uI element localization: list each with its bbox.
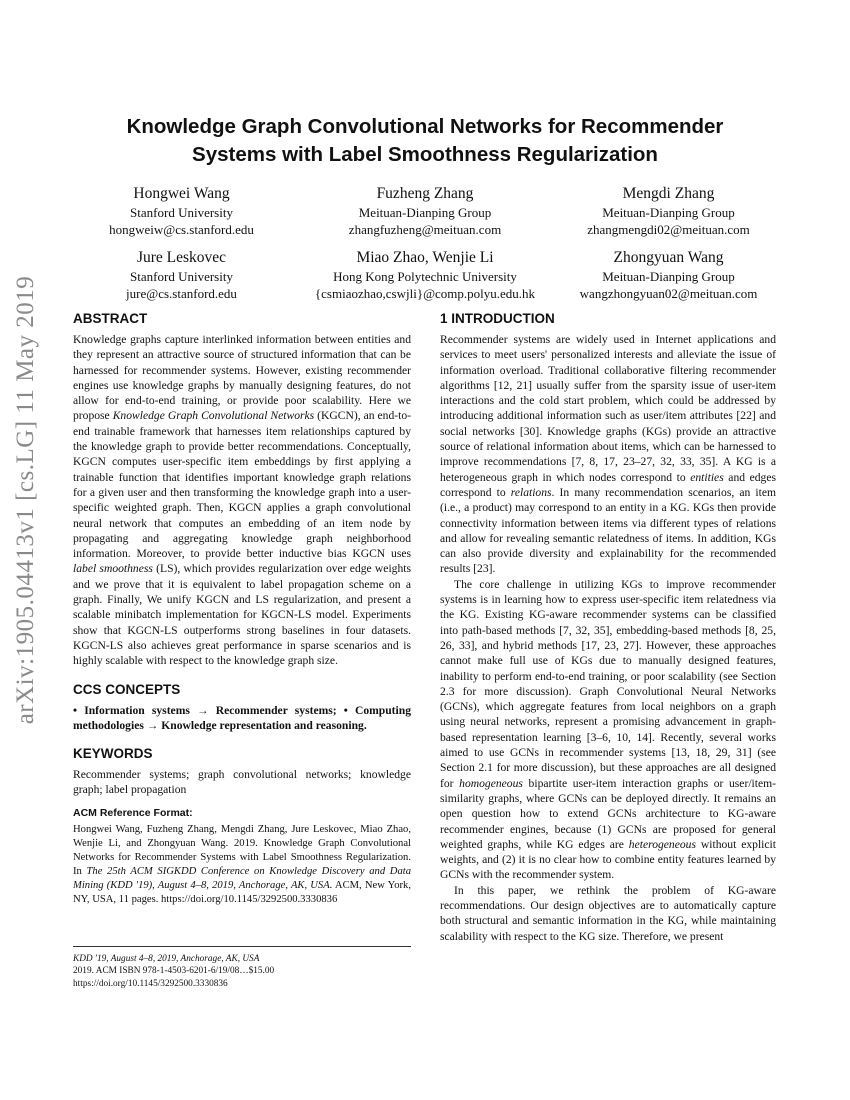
ccs-heading: CCS CONCEPTS (73, 681, 181, 697)
acm-reference-text: Hongwei Wang, Fuzheng Zhang, Mengdi Zhang, Jure Leskovec, Miao Zhao, Wenjie Li, and Zhongyuan Wang. 2019. Knowledge Graph Convolutional Networks for Recommender Systems with Label Smoothness Regularization. In The 25th ACM SIGKDD Conference on Knowledge Discovery and Data Mining (KDD '19), August 4–8, 2019, Anchorage, AK, USA. ACM, New York, NY, USA, 11 pages. https://doi.org/10.1145/3292500.3330836 (73, 824, 411, 906)
author-name: Zhongyuan Wang (613, 249, 724, 266)
author-block (60, 184, 303, 238)
author-email: zhangfuzheng@meituan.com (348, 222, 502, 237)
keywords-text: Recommender systems; graph convolutional networks; knowledge graph; label propagation (73, 768, 411, 797)
arxiv-identifier (6, 275, 46, 725)
right-column (440, 310, 776, 944)
author-affiliation: Hong Kong Polytechnic University (333, 269, 517, 284)
author-block (547, 184, 790, 238)
footnote-isbn: 2019. ACM ISBN 978-1-4503-6201-6/19/08…$15.00 (73, 966, 275, 977)
left-column (73, 310, 411, 907)
author-block (304, 248, 547, 302)
author-name: Jure Leskovec (136, 249, 227, 266)
author-block (304, 184, 547, 238)
author-affiliation: Meituan-Dianping Group (602, 205, 735, 220)
author-email: zhangmengdi02@meituan.com (587, 222, 750, 237)
author-email: hongweiw@cs.stanford.edu (109, 222, 254, 237)
introduction-heading: 1 INTRODUCTION (440, 311, 555, 326)
arxiv-identifier-text: arXiv:1905.04413v1 [cs.LG] 11 May 2019 (12, 275, 39, 725)
copyright-footnote (73, 946, 411, 990)
paper-title (60, 113, 790, 169)
author-email: wangzhongyuan02@meituan.com (579, 286, 758, 301)
intro-paragraph-1: Recommender systems are widely used in Internet applications and services to meet users' personalized interests and alleviate the issue of information overload. Traditional collaborative filtering recommender algorithms [12, 21] usually suffer from the sparsity issue of user-item interactions and the cold start problem, which could be addressed by introducing additional information such as user/item attributes [22] and social networks [30]. Knowledge graphs (KGs) provide an attractive source of relational information about items, which can be harnessed to improve recommendations [7, 8, 17, 23–27, 32, 33, 35]. A KG is a heterogeneous graph in which nodes correspond to entities and edges correspond to relations. In many recommendation scenarios, an item (i.e., a product) may correspond to an entity in a KG. KGs then provide connectivity information between items via different types of relations and allow for revealing semantic relatedness of items. In addition, KGs can also provide diversity and explainability for the recommended results [23]. (440, 333, 776, 576)
acm-reference-heading: ACM Reference Format: (73, 806, 193, 819)
intro-paragraph-2: The core challenge in utilizing KGs to improve recommender systems is in learning how to express user-specific item relatedness via the KG. Existing KG-aware recommender systems can be classified into path-based methods [7, 32, 35], embedding-based methods [8, 25, 26, 33], and hybrid methods [17, 23, 27]. However, these approaches cannot make full use of KGs due to manually designed features, inability to perform end-to-end training, or poor scalability (see Section 2.3 for more discussion). Graph Convolutional Neural Networks (GCNs), which aggregate features from local neighbors on a graph using neural networks, represent a promising advancement in graph-based representation learning [3–6, 10, 14]. Recently, several works aimed to use GCNs in recommender systems [13, 18, 29, 31] (see Section 2.1 for more discussion), but these approaches are all designed for homogeneous bipartite user-item interaction graphs or user/item-similarity graphs, where GCNs can be deployed directly. It remains an open question how to extend GCNs architecture to KG-aware recommender engines, because (1) GCNs are proposed for general weighted graphs, while KG edges are heterogeneous without explicit weights, and (2) it is no clear how to combine entity features learned by GCNs with the recommender system. (440, 577, 777, 882)
author-name: Hongwei Wang (133, 185, 230, 202)
author-email: jure@cs.stanford.edu (126, 286, 237, 301)
abstract-heading: ABSTRACT (73, 311, 148, 326)
author-name: Mengdi Zhang (622, 185, 715, 202)
keywords-heading: KEYWORDS (73, 746, 153, 762)
author-affiliation: Stanford University (130, 269, 233, 284)
paper-title-line1: Knowledge Graph Convolutional Networks for Recommender (126, 115, 724, 138)
author-name: Fuzheng Zhang (376, 185, 474, 202)
author-affiliation: Meituan-Dianping Group (602, 269, 735, 284)
abstract-text: Knowledge graphs capture interlinked information between entities and they represent an attractive source of structured information that can be harnessed for recommender systems. However, existing recommender engines use knowledge graphs by manually designing features, do not allow for end-to-end training, or provide poor scalability. Here we propose Knowledge Graph Convolutional Networks (KGCN), an end-to-end trainable framework that harnesses item relationships captured by the knowledge graph to provide better recommendations. Conceptually, KGCN computes user-specific item embeddings by first applying a trainable function that identifies important knowledge graph relations for a given user and then transforming the knowledge graph into a user-specific weighted graph. Then, KGCN applies a graph convolutional neural network that computes an embedding of an item node by propagating and aggregating knowledge graph neighborhood information. Moreover, to provide better inductive bias KGCN uses label smoothness (LS), which provides regularization over edge weights and we prove that it is equivalent to label propagation scheme on a graph. Finally, We unify KGCN and LS regularization, and present a scalable minibatch implementation for KGCN-LS model. Experiments show that KGCN-LS outperforms strong baselines in four datasets. KGCN-LS also achieves great performance in sparse scenarios and is highly scalable with respect to the knowledge graph size. (73, 333, 411, 668)
author-affiliation: Stanford University (130, 205, 233, 220)
author-row-1 (60, 184, 790, 238)
author-email: {csmiaozhao,cswjli}@comp.polyu.edu.hk (314, 286, 536, 301)
author-name: Miao Zhao, Wenjie Li (356, 249, 494, 266)
footnote-doi: https://doi.org/10.1145/3292500.3330836 (73, 978, 228, 989)
author-affiliation: Meituan-Dianping Group (358, 205, 492, 220)
author-block (547, 248, 790, 302)
ccs-concepts-text: • Information systems → Recommender systems; • Computing methodologies → Knowledge representation and reasoning. (73, 703, 411, 732)
paper-title-line2: Systems with Label Smoothness Regularization (192, 143, 658, 166)
author-block (60, 248, 303, 302)
intro-paragraph-3: In this paper, we rethink the problem of KG-aware recommendations. Our design objectives are to automatically capture both structural and semantic information in the KG, while maintaining scalability with respect to the KG size. Therefore, we present (440, 883, 776, 943)
footnote-conference: KDD '19, August 4–8, 2019, Anchorage, AK, USA (73, 954, 260, 964)
author-row-2 (60, 248, 790, 302)
